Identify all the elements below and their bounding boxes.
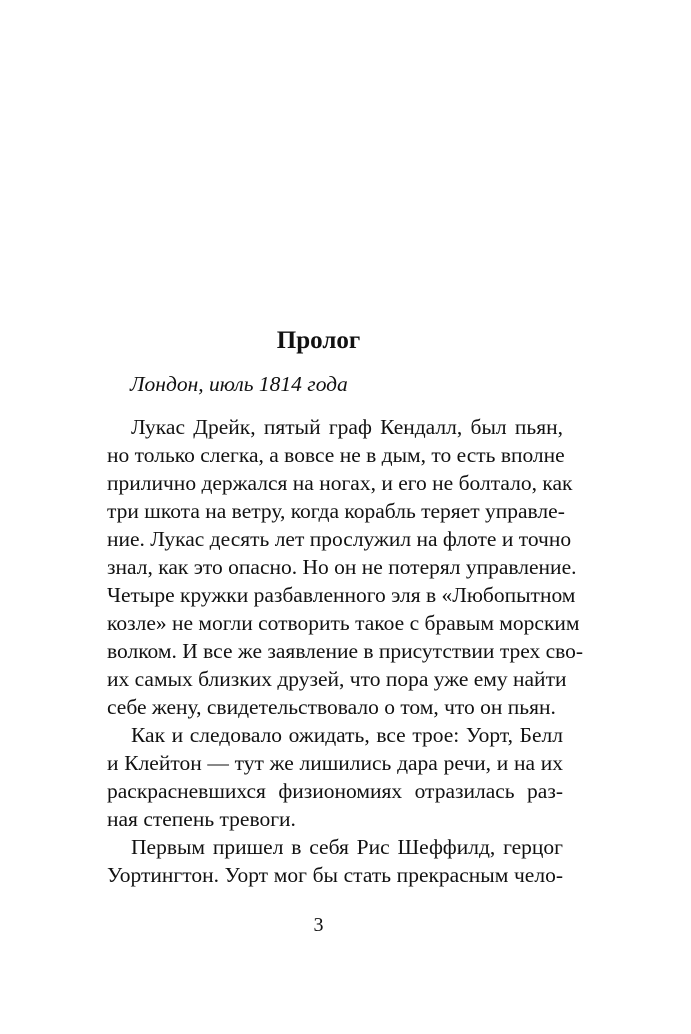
text-line: Уортингтон. Уорт мог бы стать прекрасным чело- (107, 863, 563, 887)
text-line: себе жену, свидетельствовало о том, что он пьян. (107, 695, 556, 719)
text-line: раскрасневшихся физиономиях отразилась раз- (107, 779, 563, 803)
text-line: ная степень тревоги. (107, 807, 296, 831)
text-line: три шкота на ветру, когда корабль теряет управле- (107, 499, 565, 523)
text-line: но только слегка, а вовсе не в дым, то есть вполне (107, 443, 565, 467)
text-line: прилично держался на ногах, и его не болтало, как (107, 471, 573, 495)
paragraph (107, 413, 584, 721)
body-text (107, 413, 584, 889)
text-line: ние. Лукас десять лет прослужил на флоте и точно (107, 527, 572, 551)
place-date-subtitle: Лондон, июль 1814 года (130, 372, 348, 396)
text-line: Лукас Дрейк, пятый граф Кендалл, был пьян, (131, 415, 563, 439)
paragraph (107, 833, 563, 889)
page-number: 3 (313, 914, 324, 936)
text-line: их самых близких друзей, что пора уже ему найти (107, 667, 567, 691)
chapter-title: Пролог (276, 327, 361, 354)
paragraph (107, 721, 563, 833)
text-line: Четыре кружки разбавленного эля в «Любопытном (107, 583, 576, 607)
text-line: знал, как это опасно. Но он не потерял управление. (107, 555, 577, 579)
text-line: козле» не могли сотворить такое с бравым морским (107, 611, 580, 635)
text-line: волком. И все же заявление в присутствии трех сво- (107, 639, 584, 663)
text-line: Первым пришел в себя Рис Шеффилд, герцог (131, 835, 563, 859)
text-line: и Клейтон — тут же лишились дара речи, и на их (107, 751, 563, 775)
text-line: Как и следовало ожидать, все трое: Уорт, Белл (131, 723, 563, 747)
